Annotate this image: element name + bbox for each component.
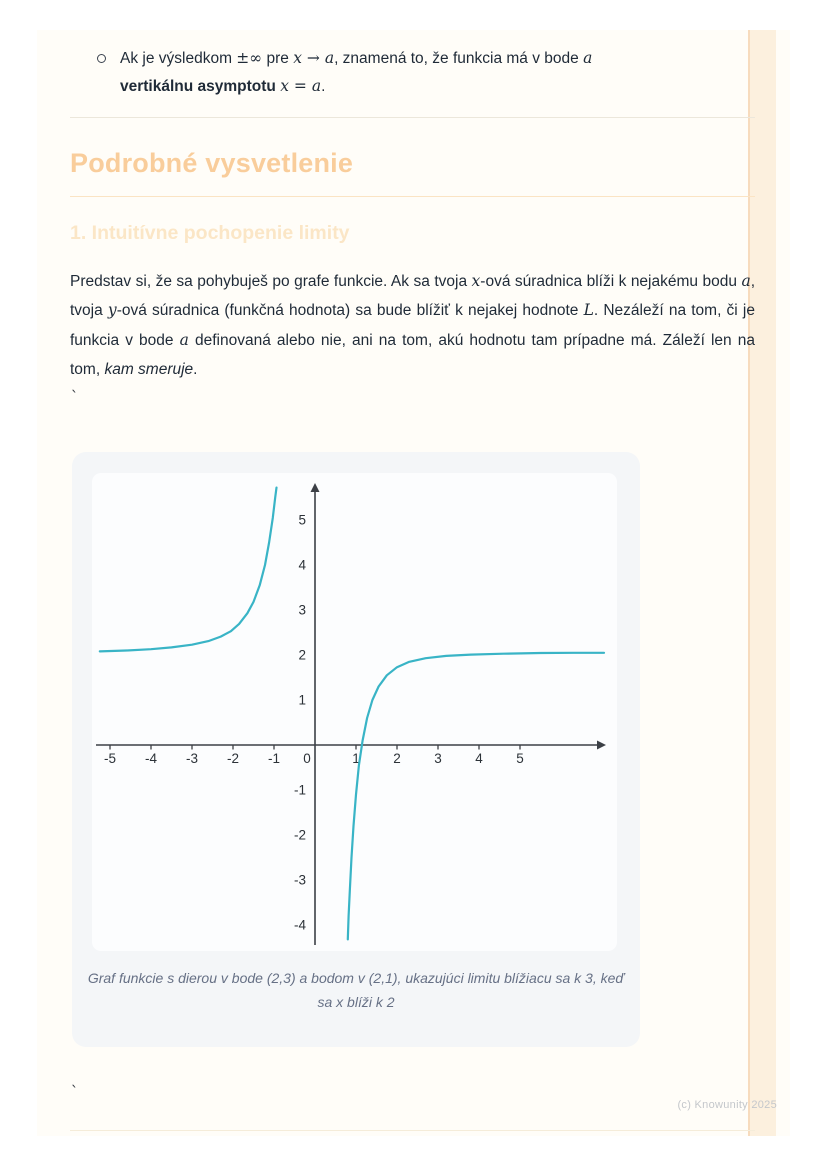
x-axis-arrow-icon bbox=[597, 741, 606, 750]
stray-backtick: ` bbox=[70, 1083, 80, 1101]
bullet-circle-icon bbox=[97, 54, 106, 63]
math-arrow: → bbox=[301, 49, 325, 67]
subsection-title: 1. Intuitívne pochopenie limity bbox=[70, 222, 350, 244]
y-tick-label: -3 bbox=[293, 872, 306, 888]
stray-backtick: ` bbox=[70, 388, 80, 406]
bullet-line-1 bbox=[120, 45, 615, 73]
paragraph-part: . bbox=[193, 360, 198, 378]
y-tick-label: -4 bbox=[293, 917, 306, 933]
paragraph-part: -ová súradnica blíži k nejakému bodu bbox=[480, 273, 742, 290]
math-pm-infinity: ±∞ bbox=[236, 49, 263, 67]
y-tick-label: -2 bbox=[293, 827, 306, 843]
y-axis-arrow-icon bbox=[311, 483, 320, 492]
math-var-a: a bbox=[741, 272, 751, 290]
x-tick-label: -2 bbox=[226, 751, 240, 766]
paragraph-part: -ová súradnica (funkčná hodnota) sa bude blížiť k nejakej hodnote bbox=[116, 302, 584, 320]
section-divider bbox=[70, 117, 755, 118]
math-var-a: a bbox=[324, 49, 335, 67]
x-tick-label: -3 bbox=[185, 751, 199, 766]
math-var-x: x bbox=[280, 76, 289, 95]
body-paragraph bbox=[70, 267, 755, 384]
figure-caption: Graf funkcie s dierou v bode (2,3) a bodom v (2,1), ukazujúci limitu blížiacu sa k 3, keď sa x blíži k 2 bbox=[87, 970, 625, 1010]
y-tick-label: 2 bbox=[298, 647, 306, 663]
bullet-bold-term: vertikálnu asymptotu bbox=[120, 77, 276, 95]
y-tick-label: -1 bbox=[293, 782, 306, 798]
math-var-y: y bbox=[107, 301, 117, 320]
paragraph-emphasis: kam smeruje bbox=[104, 360, 194, 378]
math-var-a: a bbox=[179, 330, 189, 349]
y-tick-label: 1 bbox=[298, 692, 306, 708]
x-tick-label: -4 bbox=[144, 751, 158, 766]
math-var-x: x bbox=[293, 49, 302, 67]
section-title: Podrobné vysvetlenie bbox=[70, 148, 354, 178]
function-graph-svg bbox=[92, 473, 617, 951]
x-tick-label: 0 bbox=[303, 751, 311, 766]
paragraph-part: Predstav si, že sa pohybuješ po grafe funkcie. Ak sa tvoja bbox=[70, 273, 472, 290]
x-tick-label: -5 bbox=[103, 751, 117, 766]
math-var-a: a bbox=[583, 49, 593, 67]
y-tick-label: 5 bbox=[298, 512, 306, 528]
bullet-text-part: . bbox=[321, 77, 326, 95]
bottom-divider bbox=[70, 1130, 755, 1131]
bullet-text-part: Ak je výsledkom bbox=[120, 50, 237, 67]
copyright-label: (c) Knowunity 2025 bbox=[677, 1099, 777, 1111]
x-tick-label: 4 bbox=[475, 751, 483, 766]
curve-left_branch bbox=[100, 488, 277, 652]
function-graph-plot bbox=[92, 473, 617, 951]
title-underline-divider bbox=[70, 196, 755, 197]
bullet-line-2 bbox=[120, 73, 615, 101]
paragraph-part: . Nezáleží na tom, či je funkcia v bode bbox=[70, 302, 755, 349]
x-tick-label: 1 bbox=[352, 751, 360, 766]
figure-card bbox=[72, 452, 640, 1047]
x-tick-label: 2 bbox=[393, 751, 401, 766]
paragraph-part: definovaná alebo nie, ani na tom, akú hodnotu tam prípadne má. Záleží len na tom, bbox=[70, 331, 756, 378]
math-equals: = bbox=[288, 76, 312, 95]
x-tick-label: 3 bbox=[434, 751, 442, 766]
x-tick-label: 5 bbox=[516, 751, 524, 766]
y-tick-label: 3 bbox=[298, 602, 306, 618]
math-var-x: x bbox=[471, 272, 481, 290]
bullet-text-part: pre bbox=[262, 50, 294, 67]
paragraph-part: , tvoja bbox=[70, 273, 755, 320]
math-var-L: L bbox=[583, 301, 594, 320]
curve-right_branch bbox=[348, 653, 604, 940]
bullet-text-part: , znamená to, že funkcia má v bode bbox=[334, 50, 584, 67]
bullet-text bbox=[120, 45, 615, 100]
x-tick-label: -1 bbox=[267, 751, 281, 766]
bullet-item bbox=[95, 45, 615, 100]
y-tick-label: 4 bbox=[298, 557, 306, 573]
math-var-a: a bbox=[311, 76, 322, 95]
